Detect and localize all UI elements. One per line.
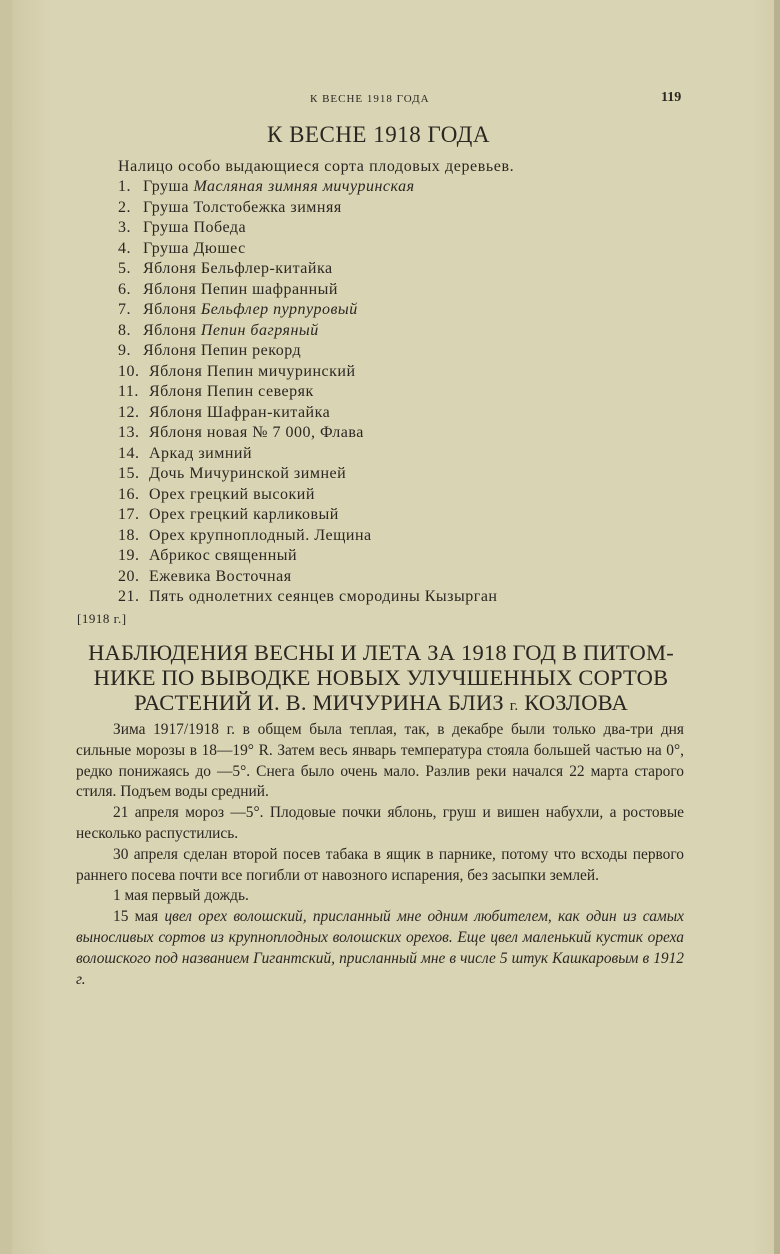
list-item — [118, 526, 497, 547]
list-item-text: Пять однолетних сеянцев смородины Кызырган — [149, 588, 498, 605]
list-item-number: 5. — [118, 260, 131, 277]
running-head: К ВЕСНЕ 1918 ГОДА — [310, 93, 430, 105]
list-item — [118, 321, 497, 342]
page-number: 119 — [661, 90, 682, 105]
list-item — [118, 341, 497, 362]
list-item-number: 16. — [118, 485, 140, 503]
list-item-number: 1. — [118, 178, 131, 195]
list-item-text: Груша Дюшес — [143, 239, 246, 257]
title-line-abbrev: г. — [509, 698, 519, 714]
list-item-text: Ежевика Восточная — [149, 567, 292, 585]
list-item-text: Орех грецкий высокий — [149, 485, 315, 503]
list-item-variety: Бельфлер пурпуровый — [200, 301, 358, 318]
list-item-number: 2. — [118, 198, 131, 216]
list-item-text: Яблоня Пепин мичуринский — [149, 362, 356, 380]
list-item-number: 15. — [118, 465, 140, 482]
list-item — [118, 239, 497, 260]
list-item-number: 4. — [118, 239, 131, 257]
paragraph: 21 апреля мороз —5°. Плодовые почки яблонь, груш и вишен набухли, а ростовые несколько распустились. — [76, 804, 684, 842]
list-item-number: 21. — [118, 588, 140, 605]
list-item-number: 13. — [118, 424, 140, 441]
list-item-text: Орех крупноплодный. Лещина — [149, 526, 372, 544]
body-text — [76, 720, 684, 990]
list-item-number: 17. — [118, 506, 140, 523]
list-item — [118, 382, 497, 403]
list-item-text: Яблоня новая № 7 000, Флава — [149, 424, 364, 441]
list-item-number: 11. — [118, 383, 139, 400]
paragraph-lead: 15 мая — [113, 908, 159, 926]
list-item-text: Дочь Мичуринской зимней — [149, 465, 347, 482]
list-item-text: Яблоня Пепин шафранный — [143, 280, 338, 298]
list-item-text: Яблоня — [143, 321, 197, 339]
list-item — [118, 505, 497, 526]
list-item-text: Аркад зимний — [149, 444, 253, 462]
intro-line: Налицо особо выдающиеся сорта плодовых деревьев. — [118, 158, 515, 175]
title-line: НИКЕ ПО ВЫВОДКЕ НОВЫХ УЛУЧШЕННЫХ СОРТОВ — [93, 665, 669, 690]
list-item-number: 19. — [118, 547, 140, 564]
paragraph: 1 мая первый дождь. — [113, 887, 249, 905]
paragraph: 30 апреля сделан второй посев табака в ящик в парнике, потому что всходы первого раннего посева почти все погибли от навозного испарения, без засыпки землей. — [76, 845, 684, 884]
list-item-text: Яблоня Шафран-китайка — [149, 403, 331, 421]
list-item — [118, 177, 497, 198]
paragraph: Зима 1917/1918 г. в общем была теплая, так, в декабре были только два-три дня сильные морозы в 18—19° R. Затем весь январь температура стояла большей частью на 0°, редко понижаясь до —5°. Снега было очень мало. Разлив реки начался 22 марта старого стиля. Подъем воды средний. — [76, 721, 684, 801]
list-item-text: Яблоня Пепин рекорд — [143, 342, 302, 359]
list-item — [118, 198, 497, 219]
list-item — [118, 300, 497, 321]
list-item-number: 9. — [118, 342, 131, 359]
paragraph — [76, 907, 684, 990]
list-item-text: Орех грецкий карликовый — [149, 506, 339, 523]
list-item-number: 18. — [118, 526, 140, 544]
list-item-text: Груша Толстобежка зимняя — [143, 198, 342, 216]
list-item — [118, 259, 497, 280]
list-item — [118, 362, 497, 383]
list-item-text: Яблоня Пепин северяк — [149, 383, 314, 400]
list-item-text: Яблоня — [143, 301, 197, 318]
list-item — [118, 485, 497, 506]
paragraph-italic: цвел орех волошский, присланный мне одним любителем, как один из самых выносливых сортов из крупноплодных волошских орехов. Еще цвел маленький кустик ореха волошского под названием Гигантский, присланный мне в числе 5 штук Кашкаровым в 1912 г. — [76, 908, 684, 988]
list-item — [118, 280, 497, 301]
title-line-part: КОЗЛОВА — [524, 690, 628, 715]
year-note: [1918 г.] — [77, 611, 127, 626]
list-item-text: Яблоня Бельфлер-китайка — [143, 260, 333, 277]
list-item-number: 7. — [118, 301, 131, 318]
title-line: НАБЛЮДЕНИЯ ВЕСНЫ И ЛЕТА ЗА 1918 ГОД В ПИТОМ- — [88, 640, 674, 665]
list-item-number: 20. — [118, 567, 140, 585]
list-item-text: Груша — [143, 178, 189, 195]
list-item-variety: Масляная зимняя мичуринская — [193, 178, 415, 195]
list-item-number: 14. — [118, 444, 140, 462]
list-item — [118, 587, 497, 608]
list-item — [118, 546, 497, 567]
title-line-part: РАСТЕНИЙ И. В. МИЧУРИНА БЛИЗ — [134, 690, 504, 715]
list-item-variety: Пепин багряный — [200, 321, 319, 339]
list-item-text: Абрикос священный — [149, 547, 298, 564]
list-item-number: 8. — [118, 321, 131, 339]
list-item — [118, 444, 497, 465]
observations-title — [76, 640, 686, 719]
list-item — [118, 218, 497, 239]
list-item-text: Груша Победа — [143, 219, 247, 236]
list-item — [118, 567, 497, 588]
list-item-number: 10. — [118, 362, 140, 380]
list-item-number: 12. — [118, 403, 140, 421]
list-item — [118, 464, 497, 485]
list-item — [118, 403, 497, 424]
varieties-list — [118, 177, 497, 608]
section-title: К ВЕСНЕ 1918 ГОДА — [267, 122, 490, 147]
title-line — [76, 690, 686, 719]
list-item-number: 6. — [118, 280, 131, 298]
list-item — [118, 423, 497, 444]
list-item-number: 3. — [118, 219, 131, 236]
